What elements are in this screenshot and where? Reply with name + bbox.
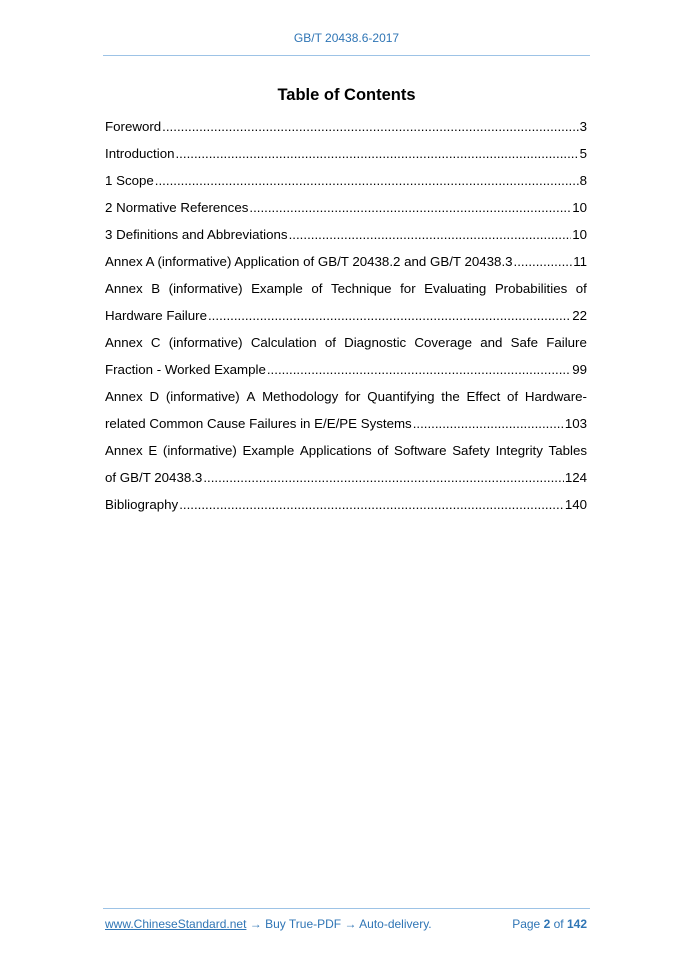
toc-leader-dots [267, 360, 571, 380]
toc-entry-text: Fraction - Worked Example [105, 362, 266, 377]
toc-leader-dots [203, 468, 563, 488]
site-link[interactable]: www.ChineseStandard.net [105, 917, 247, 931]
toc-word: Safe [510, 335, 539, 350]
toc-word: of [575, 281, 587, 296]
toc-leader-dots [289, 225, 572, 245]
toc-entry-page: 124 [564, 470, 587, 485]
toc-entry-page: 3 [579, 119, 587, 134]
toc-entry-text: 1 Scope [105, 173, 154, 188]
page-footer [105, 917, 587, 931]
toc-word: Hardware- [524, 389, 587, 404]
toc-entry-annex-b[interactable] [105, 279, 587, 333]
toc-word: Calculation [250, 335, 317, 350]
page-label: Page [512, 917, 541, 931]
toc-entry-last-line [105, 468, 587, 495]
footer-divider [103, 908, 590, 909]
toc-entry-foreword[interactable] [105, 117, 587, 144]
toc-word: Tables [548, 443, 587, 458]
toc-entry-text: Foreword [105, 119, 162, 134]
toc-word: Technique [330, 281, 392, 296]
toc-entry-text: related Common Cause Failures in E/E/PE Systems [105, 416, 412, 431]
toc-entry-page: 22 [572, 308, 587, 323]
toc-word: Coverage [414, 335, 473, 350]
toc-word: Methodology [262, 389, 339, 404]
toc-word: A [246, 389, 256, 404]
toc-word: and [480, 335, 503, 350]
toc-word: Evaluating [424, 281, 487, 296]
toc-entry-last-line [105, 306, 587, 333]
toc-entry-text: Annex A (informative) Application of GB/T 20438.2 and GB/T 20438.3 [105, 254, 513, 269]
toc-entry-last-line [105, 360, 587, 387]
toc-entry-normative-references[interactable] [105, 198, 587, 225]
toc-word: Effect [466, 389, 501, 404]
toc-word: for [400, 281, 416, 296]
toc-word: (informative) [165, 389, 240, 404]
toc-entry-scope[interactable] [105, 171, 587, 198]
header-divider [103, 55, 590, 56]
arrow-icon: → [249, 917, 262, 931]
buy-pdf-text: Buy True-PDF [265, 917, 342, 931]
toc-word: Applications [299, 443, 372, 458]
toc-word: Annex [105, 389, 143, 404]
toc-word: of [324, 335, 336, 350]
auto-delivery-text: Auto-delivery. [359, 917, 432, 931]
toc-entry-page: 140 [564, 497, 587, 512]
toc-leader-dots [162, 117, 578, 137]
toc-entry-text: 3 Definitions and Abbreviations [105, 227, 288, 242]
toc-entry-introduction[interactable] [105, 144, 587, 171]
toc-entry-annex-a[interactable] [105, 252, 587, 279]
toc-word: Safety [452, 443, 490, 458]
toc-entry-page: 5 [579, 146, 587, 161]
toc-word: D [149, 389, 160, 404]
toc-word: Software [394, 443, 447, 458]
toc-word: for [344, 389, 361, 404]
page-of: of [553, 917, 564, 931]
table-of-contents [105, 117, 587, 522]
toc-entry-page: 11 [573, 254, 587, 269]
toc-entry-text: Bibliography [105, 497, 179, 512]
toc-word: (informative) [162, 443, 237, 458]
toc-entry-page: 103 [564, 416, 587, 431]
standard-code-header: GB/T 20438.6-2017 [293, 31, 400, 45]
toc-entry-annex-d[interactable] [105, 387, 587, 441]
page-number [512, 917, 587, 931]
toc-word: Integrity [495, 443, 543, 458]
page-current: 2 [543, 917, 551, 931]
toc-word: C [150, 335, 161, 350]
toc-word: Annex [105, 443, 143, 458]
toc-word: (informative) [168, 335, 243, 350]
toc-entry-annex-c[interactable] [105, 333, 587, 387]
toc-word: Example [251, 281, 303, 296]
toc-entry-bibliography[interactable] [105, 495, 587, 522]
toc-entry-first-line [105, 279, 587, 306]
arrow-icon: → [344, 917, 357, 931]
toc-word: of [311, 281, 323, 296]
toc-entry-text: Introduction [105, 146, 175, 161]
toc-leader-dots [208, 306, 571, 326]
toc-entry-page: 99 [572, 362, 587, 377]
toc-word: E [148, 443, 158, 458]
toc-entry-definitions[interactable] [105, 225, 587, 252]
toc-leader-dots [413, 414, 564, 434]
toc-entry-text: Hardware Failure [105, 308, 207, 323]
toc-leader-dots [249, 198, 571, 218]
toc-entry-first-line [105, 441, 587, 468]
toc-leader-dots [175, 144, 578, 164]
toc-word: Failure [546, 335, 587, 350]
footer-left [105, 917, 432, 931]
toc-word: Probabilities [494, 281, 568, 296]
toc-title: Table of Contents [277, 86, 416, 104]
toc-entry-first-line [105, 333, 587, 360]
toc-entry-annex-e[interactable] [105, 441, 587, 495]
toc-word: of [377, 443, 389, 458]
toc-word: B [151, 281, 161, 296]
toc-entry-page: 10 [572, 200, 587, 215]
toc-entry-page: 8 [579, 173, 587, 188]
toc-word: of [507, 389, 519, 404]
page-total: 142 [566, 917, 587, 931]
toc-word: Annex [105, 335, 143, 350]
toc-entry-text: 2 Normative References [105, 200, 249, 215]
toc-word: Diagnostic [344, 335, 407, 350]
toc-word: (informative) [168, 281, 243, 296]
toc-word: Quantifying [367, 389, 435, 404]
toc-entry-page: 10 [572, 227, 587, 242]
toc-leader-dots [179, 495, 564, 515]
toc-word: Annex [105, 281, 143, 296]
toc-word: the [441, 389, 460, 404]
toc-leader-dots [155, 171, 579, 191]
toc-leader-dots [514, 252, 573, 272]
toc-word: Example [242, 443, 295, 458]
toc-entry-last-line [105, 414, 587, 441]
toc-entry-first-line [105, 387, 587, 414]
toc-entry-text: of GB/T 20438.3 [105, 470, 203, 485]
